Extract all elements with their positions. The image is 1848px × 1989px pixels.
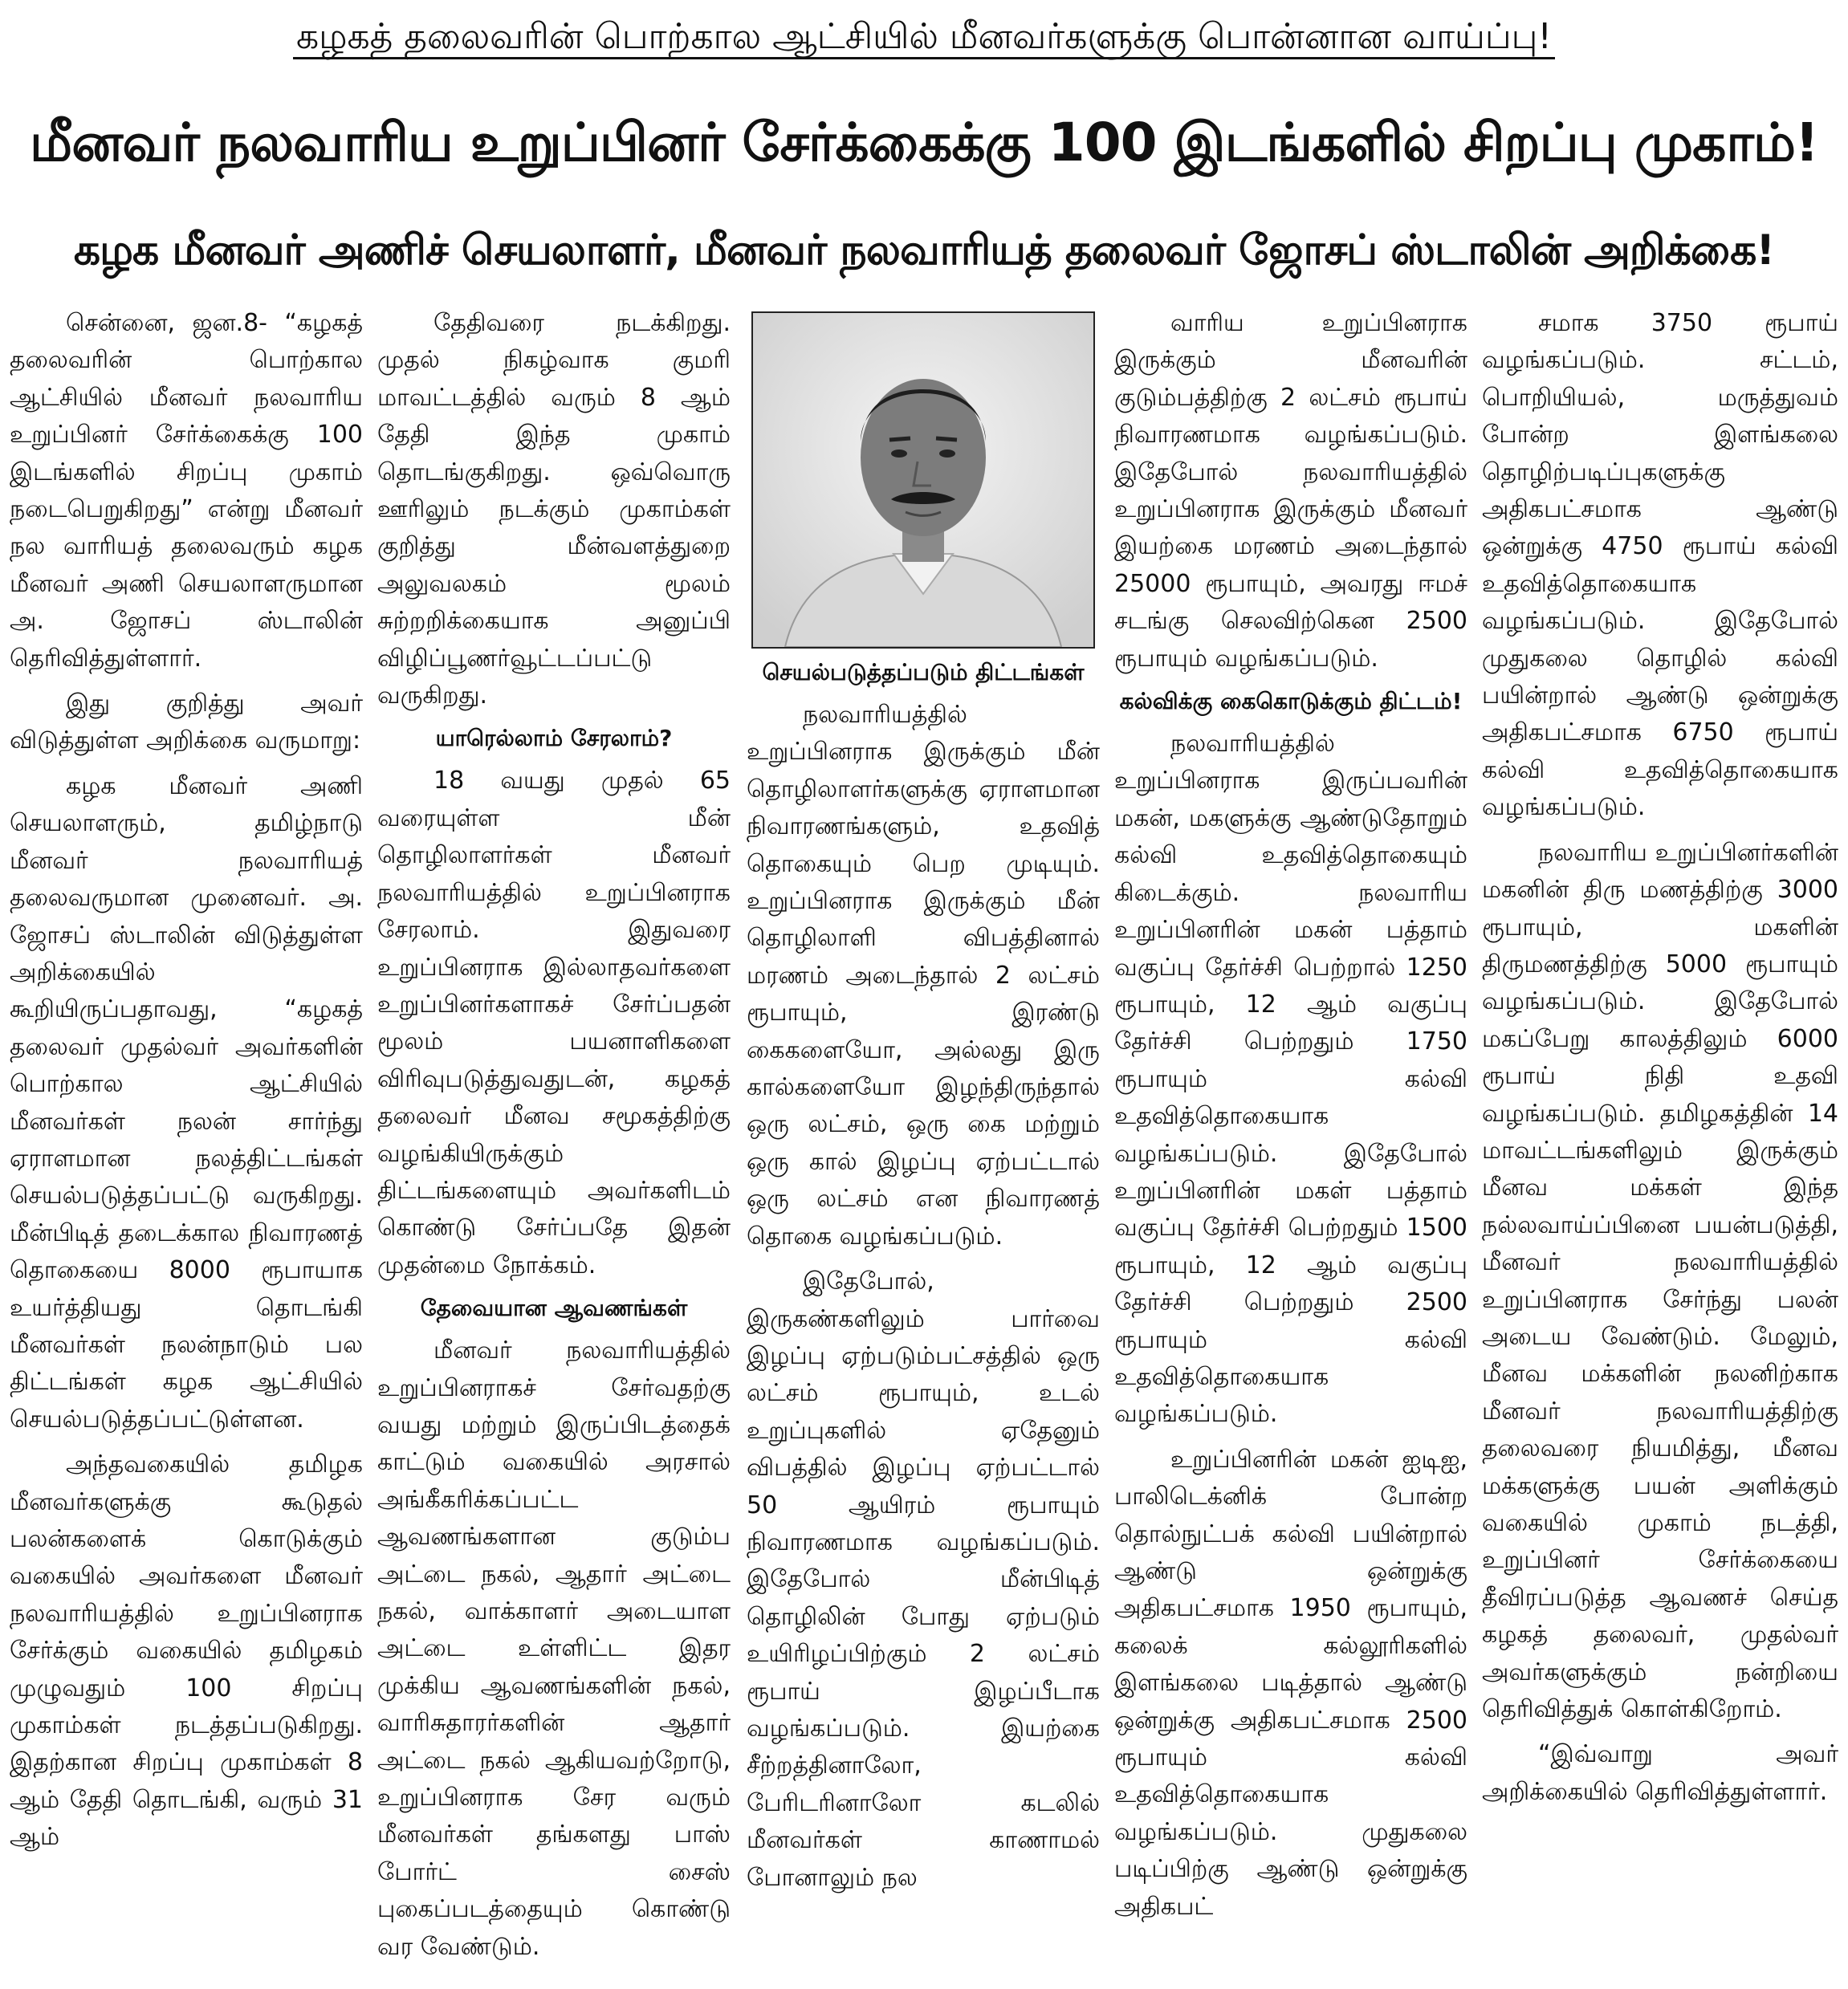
kicker-headline <box>0 5 1848 69</box>
paragraph: மீனவர் நலவாரியத்தில் உறுப்பினராகச் சேர்வதற்கு வயது மற்றும் இருப்பிடத்தைக் காட்டும் வகையில் அரசால் அங்கீகரிக்கப்பட்ட ஆவணங்களான குடும்ப அட்டை நகல், ஆதார் அட்டை நகல், வாக்காளர் அடையாள அட்டை உள்ளிட்ட இதர முக்கிய ஆவணங்களின் நகல், வாரிசுதாரர்களின் ஆதார் அட்டை நகல் ஆகியவற்றோடு, உறுப்பினராக சேர வரும் மீனவர்கள் தங்களது பாஸ் போர்ட் சைஸ் புகைப்படத்தையும் கொண்டு வர வேண்டும். <box>377 1336 731 1961</box>
paragraph: நலவாரிய உறுப்பினர்களின் மகனின் திரு மணத்திற்கு 3000 ரூபாயும், மகளின் திருமணத்திற்கு 5000 ரூபாயும் வழங்கப்படும். இதேபோல் மகப்பேறு காலத்திலும் 6000 ரூபாய் நிதி உதவி வழங்கப்படும். தமிழகத்தின் 14 மாவட்டங்களிலும் இருக்கும் மீனவ மக்கள் இந்த நல்லவாய்ப்பினை பயன்படுத்தி, மீனவர் நலவாரியத்தில் உறுப்பினராக சேர்ந்து பலன் அடைய வேண்டும். மேலும், மீனவ மக்களின் நலனிற்காக மீனவர் நலவாரியத்திற்கு தலைவரை நியமித்து, மீனவ மக்களுக்கு பயன் அளிக்கும் வகையில் முகாம் நடத்தி, உறுப்பினர் சேர்க்கையை தீவிரப்படுத்த ஆவணச் செய்த கழகத் தலைவர், முதல்வர் அவர்களுக்கும் நன்றியை தெரிவித்துக் கொள்கிறோம். <box>1482 838 1838 1724</box>
kicker-text: கழகத் தலைவரின் பொற்கால ஆட்சியில் மீனவர்களுக்கு பொன்னான வாய்ப்பு! <box>293 16 1555 59</box>
sub-headline: கழக மீனவர் அணிச் செயலாளர், மீனவர் நலவாரியத் தலைவர் ஜோசப் ஸ்டாலின் அறிக்கை! <box>73 226 1775 275</box>
section-heading: செயல்படுத்தப்படும் திட்டங்கள் <box>762 659 1085 685</box>
section-heading: கல்விக்கு கைகொடுக்கும் திட்டம்! <box>1119 688 1463 715</box>
paragraph: “இவ்வாறு அவர் அறிக்கையில் தெரிவித்துள்ளார். <box>1482 1740 1838 1806</box>
paragraph: நலவாரியத்தில் உறுப்பினராக இருப்பவரின் மகன், மகளுக்கு ஆண்டுதோறும் கல்வி உதவித்தொகையும் கிடைக்கும். நலவாரிய உறுப்பினரின் மகன் பத்தாம் வகுப்பு தேர்ச்சி பெற்றால் 1250 ரூபாயும், 12 ஆம் வகுப்பு தேர்ச்சி பெற்றதும் 1750 ரூபாயும் கல்வி உதவித்தொகையாக வழங்கப்படும். இதேபோல் உறுப்பினரின் மகள் பத்தாம் வகுப்பு தேர்ச்சி பெற்றதும் 1500 ரூபாயும், 12 ஆம் வகுப்பு தேர்ச்சி பெற்றதும் 2500 ரூபாயும் கல்வி உதவித்தொகையாக வழங்கப்படும். <box>1114 730 1467 1429</box>
paragraph: இதேபோல், இருகண்களிலும் பார்வை இழப்பு ஏற்படும்பட்சத்தில் ஒரு லட்சம் ரூபாயும், உடல் உறுப்புகளில் ஏதேனும் விபத்தில் இழப்பு ஏற்பட்டால் 50 ஆயிரம் ரூபாயும் நிவாரணமாக வழங்கப்படும். இதேபோல் மீன்பிடித் தொழிலின் போது ஏற்படும் உயிரிழப்பிற்கும் 2 லட்சம் ரூபாய் இழப்பீடாக வழங்கப்படும். இயற்கை சீற்றத்தினாலோ, பேரிடரினாலோ கடலில் மீனவர்கள் காணாமல் போனாலும் நல <box>747 1267 1100 1892</box>
paragraph: சமாக 3750 ரூபாய் வழங்கப்படும். சட்டம், பொறியியல், மருத்துவம் போன்ற இளங்கலை தொழிற்படிப்புகளுக்கு அதிகபட்சமாக ஆண்டு ஒன்றுக்கு 4750 ரூபாய் கல்வி உதவித்தொகையாக வழங்கப்படும். இதேபோல் முதுகலை தொழில் கல்வி பயின்றால் ஆண்டு ஒன்றுக்கு அதிகபட்சமாக 6750 ரூபாய் கல்வி உதவித்தொகையாக வழங்கப்படும். <box>1482 309 1838 822</box>
section-heading: தேவையான ஆவணங்கள் <box>420 1295 688 1322</box>
column-5 <box>1482 305 1838 1975</box>
column-3 <box>747 305 1100 1975</box>
section-heading: யாரெல்லாம் சேரலாம்? <box>435 725 673 752</box>
paragraph: கழக மீனவர் அணி செயலாளரும், தமிழ்நாடு மீனவர் நலவாரியத் தலைவருமான முனைவர். அ. ஜோசப் ஸ்டாலின் விடுத்துள்ள அறிக்கையில் கூறியிருப்பதாவது, “கழகத் தலைவர் முதல்வர் அவர்களின் பொற்கால ஆட்சியில் மீனவர்கள் நலன் சார்ந்து ஏராளமான நலத்திட்டங்கள் செயல்படுத்தப்பட்டு வருகிறது. மீன்பிடித் தடைக்கால நிவாரணத் தொகையை 8000 ரூபாயாக உயர்த்தியது தொடங்கி மீனவர்கள் நலன்நாடும் பல திட்டங்கள் கழக ஆட்சியில் செயல்படுத்தப்பட்டுள்ளன. <box>10 771 363 1434</box>
paragraph: சென்னை, ஜன.8- “கழகத் தலைவரின் பொற்கால ஆட்சியில் மீனவர் நலவாரிய உறுப்பினர் சேர்க்கைக்கு 100 இடங்களில் சிறப்பு முகாம் நடைபெறுகிறது” என்று மீனவர் நல வாரியத் தலைவரும் கழக மீனவர் அணி செயலாளருமான அ. ஜோசப் ஸ்டாலின் தெரிவித்துள்ளார். <box>10 309 363 673</box>
paragraph: தேதிவரை நடக்கிறது. முதல் நிகழ்வாக குமரி மாவட்டத்தில் வரும் 8 ஆம் தேதி இந்த முகாம் தொடங்குகிறது. ஒவ்வொரு ஊரிலும் நடக்கும் முகாம்கள் குறித்து மீன்வளத்துறை அலுவலகம் மூலம் சுற்றறிக்கையாக அனுப்பி விழிப்பூணர்வூட்டப்பட்டு வருகிறது. <box>377 309 731 710</box>
main-headline: மீனவர் நலவாரிய உறுப்பினர் சேர்க்கைக்கு 100 இடங்களில் சிறப்பு முகாம்! <box>29 112 1819 173</box>
column-4 <box>1114 305 1467 1975</box>
paragraph: நலவாரியத்தில் உறுப்பினராக இருக்கும் மீன் தொழிலாளர்களுக்கு ஏராளமான நிவாரணங்களும், உதவித் தொகையும் பெற முடியும். உறுப்பினராக இருக்கும் மீன் தொழிலாளி விபத்தினால் மரணம் அடைந்தால் 2 லட்சம் ரூபாயும், இரண்டு கைகளையோ, அல்லது இரு கால்களையோ இழந்திருந்தால் ஒரு லட்சம், ஒரு கை மற்றும் ஒரு கால் இழப்பு ஏற்பட்டால் ஒரு லட்சம் என நிவாரணத் தொகை வழங்கப்படும். <box>747 701 1100 1251</box>
paragraph: அந்தவகையில் தமிழக மீனவர்களுக்கு கூடுதல் பலன்களைக் கொடுக்கும் வகையில் அவர்களை மீனவர் நலவாரியத்தில் உறுப்பினராக சேர்க்கும் வகையில் தமிழகம் முழுவதும் 100 சிறப்பு முகாம்கள் நடத்தப்படுகிறது. இதற்கான சிறப்பு முகாம்கள் 8 ஆம் தேதி தொடங்கி, வரும் 31 ஆம் <box>10 1450 363 1852</box>
paragraph: வாரிய உறுப்பினராக இருக்கும் மீனவரின் குடும்பத்திற்கு 2 லட்சம் ரூபாய் நிவாரணமாக வழங்கப்படும். இதேபோல் நலவாரியத்தில் உறுப்பினராக இருக்கும் மீனவர் இயற்கை மரணம் அடைந்தால் 25000 ரூபாயும், அவரது ஈமச் சடங்கு செலவிற்கென 2500 ரூபாயும் வழங்கப்படும். <box>1114 309 1467 673</box>
paragraph: இது குறித்து அவர் விடுத்துள்ள அறிக்கை வருமாறு: <box>10 689 363 755</box>
column-1 <box>10 305 363 1975</box>
column-2 <box>377 305 731 1975</box>
paragraph: 18 வயது முதல் 65 வரையுள்ள மீன் தொழிலாளர்கள் மீனவர் நலவாரியத்தில் உறுப்பினராக சேரலாம். இதுவரை உறுப்பினராக இல்லாதவர்களை உறுப்பினர்களாகச் சேர்ப்பதன் மூலம் பயனாளிகளை விரிவுபடுத்துவதுடன், கழகத் தலைவர் மீனவ சமூகத்திற்கு வழங்கியிருக்கும் திட்டங்களையும் அவர்களிடம் கொண்டு சேர்ப்பதே இதன் முதன்மை நோக்கம். <box>377 767 731 1279</box>
paragraph: உறுப்பினரின் மகன் ஐடிஐ, பாலிடெக்னிக் போன்ற தொல்நுட்பக் கல்வி பயின்றால் ஆண்டு ஒன்றுக்கு அதிகபட்சமாக 1950 ரூபாயும், கலைக் கல்லூரிகளில் இளங்கலை படித்தால் ஆண்டு ஒன்றுக்கு அதிகபட்சமாக 2500 ரூபாயும் கல்வி உதவித்தொகையாக வழங்கப்படும். முதுகலை படிப்பிற்கு ஆண்டு ஒன்றுக்கு அதிகபட் <box>1114 1445 1467 1921</box>
